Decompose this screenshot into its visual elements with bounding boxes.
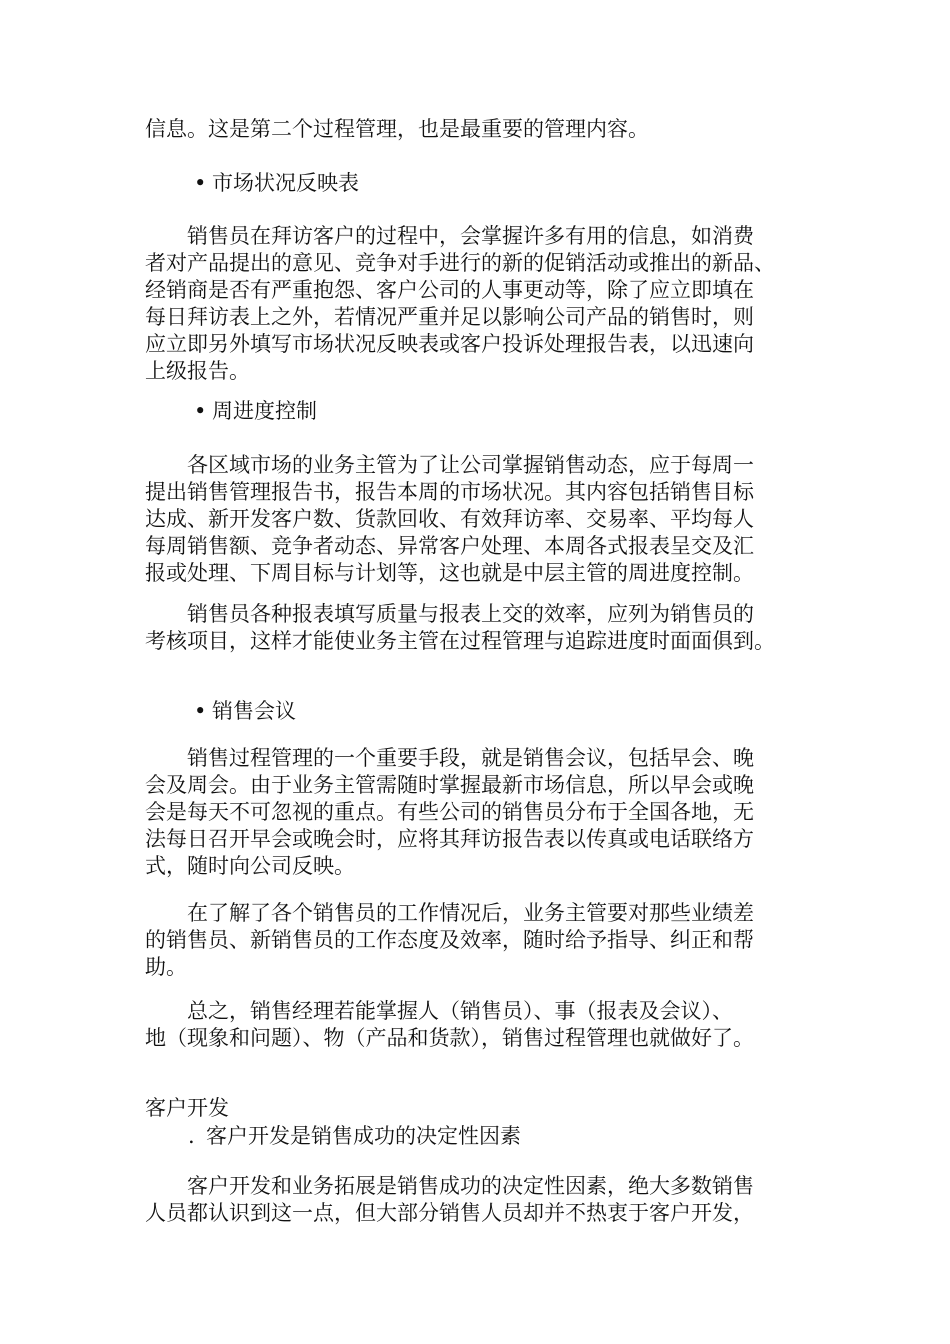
text-line: 应立即另外填写市场状况反映表或客户投诉处理报告表，以迅速向 [145, 332, 754, 356]
bullet-marker: • [194, 699, 207, 723]
bullet-item [194, 170, 359, 197]
bullet-marker: • [194, 399, 207, 423]
bullet-text: 周进度控制 [212, 399, 317, 423]
text-line: 式，随时向公司反映。 [145, 854, 355, 878]
text-line: 会及周会。由于业务主管需随时掌握最新市场信息，所以早会或晚 [145, 773, 754, 797]
text-line: 总之，销售经理若能掌握人（销售员）、事（报表及会议）、 [145, 999, 733, 1023]
text-line: 达成、新开发客户数、货款回收、有效拜访率、交易率、平均每人 [145, 507, 754, 531]
bullet-item [194, 698, 296, 725]
text-line: 经销商是否有严重抱怨、客户公司的人事更动等，除了应立即填在 [145, 278, 754, 302]
text-line: 报或处理、下周目标与计划等，这也就是中层主管的周进度控制。 [145, 561, 754, 585]
text-line: 助。 [145, 955, 187, 979]
paragraph [145, 900, 815, 981]
text-line: 客户开发和业务拓展是销售成功的决定性因素，绝大多数销售 [145, 1174, 754, 1198]
text-line: 销售员在拜访客户的过程中，会掌握许多有用的信息，如消费 [145, 224, 754, 248]
bullet-text: 销售会议 [212, 699, 296, 723]
text-line: 在了解了各个销售员的工作情况后，业务主管要对那些业绩差 [145, 901, 754, 925]
bullet-text: 客户开发是销售成功的决定性因素 [206, 1124, 521, 1148]
text-line: 每周销售额、竞争者动态、异常客户处理、本周各式报表呈交及汇 [145, 534, 754, 558]
text-line: 地（现象和问题）、物（产品和货款），销售过程管理也就做好了。 [145, 1026, 754, 1050]
bullet-text: 市场状况反映表 [212, 171, 359, 195]
text-line: 者对产品提出的意见、竞争对手进行的新的促销活动或推出的新品、 [145, 251, 775, 275]
bullet-marker: • [194, 171, 207, 195]
bullet-marker: . [188, 1124, 195, 1148]
section-heading [145, 1095, 815, 1122]
paragraph [145, 601, 815, 655]
text-line: 的销售员、新销售员的工作态度及效率，随时给予指导、纠正和帮 [145, 928, 754, 952]
paragraph [145, 998, 815, 1052]
bullet-item [188, 1123, 521, 1150]
heading-text: 客户开发 [145, 1096, 229, 1120]
text-line: 会是每天不可忽视的重点。有些公司的销售员分布于全国各地，无 [145, 800, 754, 824]
text-line: 每日拜访表上之外，若情况严重并足以影响公司产品的销售时，则 [145, 305, 754, 329]
paragraph [145, 116, 815, 143]
text-line: 各区域市场的业务主管为了让公司掌握销售动态，应于每周一 [145, 453, 754, 477]
text-line: 法每日召开早会或晚会时，应将其拜访报告表以传真或电话联络方 [145, 827, 754, 851]
text-line: 销售员各种报表填写质量与报表上交的效率，应列为销售员的 [145, 602, 754, 626]
text-line: 提出销售管理报告书，报告本周的市场状况。其内容包括销售目标 [145, 480, 754, 504]
text-line: 信息。这是第二个过程管理，也是最重要的管理内容。 [145, 117, 649, 141]
text-line: 考核项目，这样才能使业务主管在过程管理与追踪进度时面面俱到。 [145, 629, 775, 653]
text-line: 人员都认识到这一点，但大部分销售人员却并不热衷于客户开发， [145, 1201, 754, 1225]
paragraph [145, 223, 815, 385]
text-line: 上级报告。 [145, 359, 250, 383]
paragraph [145, 1173, 815, 1227]
text-line: 销售过程管理的一个重要手段，就是销售会议，包括早会、晚 [145, 746, 754, 770]
paragraph [145, 452, 815, 587]
bullet-item [194, 398, 317, 425]
paragraph [145, 745, 815, 880]
